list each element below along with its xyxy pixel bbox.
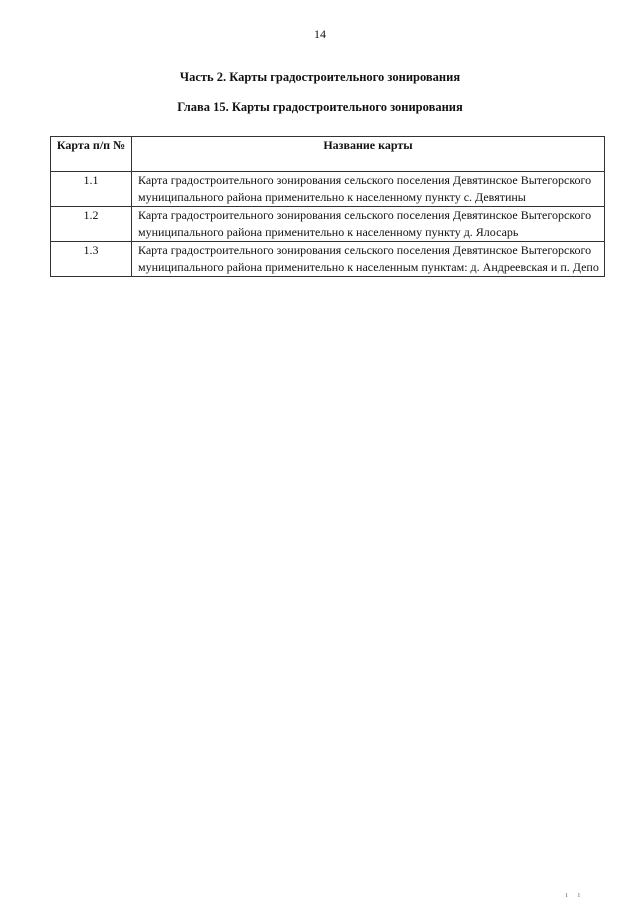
table-row (51, 172, 605, 207)
row-map-name: Карта градостроительного зонирования сельского поселения Девятинское Вытегорского муниципального района применительно к населенным пунктам: д. Андреевская и п. Депо (132, 242, 605, 277)
part-title: Часть 2. Карты градостроительного зонирования (179, 70, 461, 84)
chapter-title: Глава 15. Карты градостроительного зонирования (177, 100, 463, 114)
row-map-name: Карта градостроительного зонирования сельского поселения Девятинское Вытегорского муниципального района применительно к населенному пункту с. Девятины (132, 172, 605, 207)
column-header-name: Название карты (132, 137, 605, 172)
row-number: 1.2 (51, 207, 132, 242)
table-header-row (51, 137, 605, 172)
table-row (51, 207, 605, 242)
row-map-name: Карта градостроительного зонирования сельского поселения Девятинское Вытегорского муниципального района применительно к населенному пункту д. Ялосарь (132, 207, 605, 242)
table-row (51, 242, 605, 277)
column-header-number: Карта п/п № (51, 137, 132, 172)
scan-mark: ı ı (565, 890, 584, 899)
page-number: 14 (314, 27, 326, 41)
row-number: 1.3 (51, 242, 132, 277)
maps-table (50, 136, 605, 277)
row-number: 1.1 (51, 172, 132, 207)
